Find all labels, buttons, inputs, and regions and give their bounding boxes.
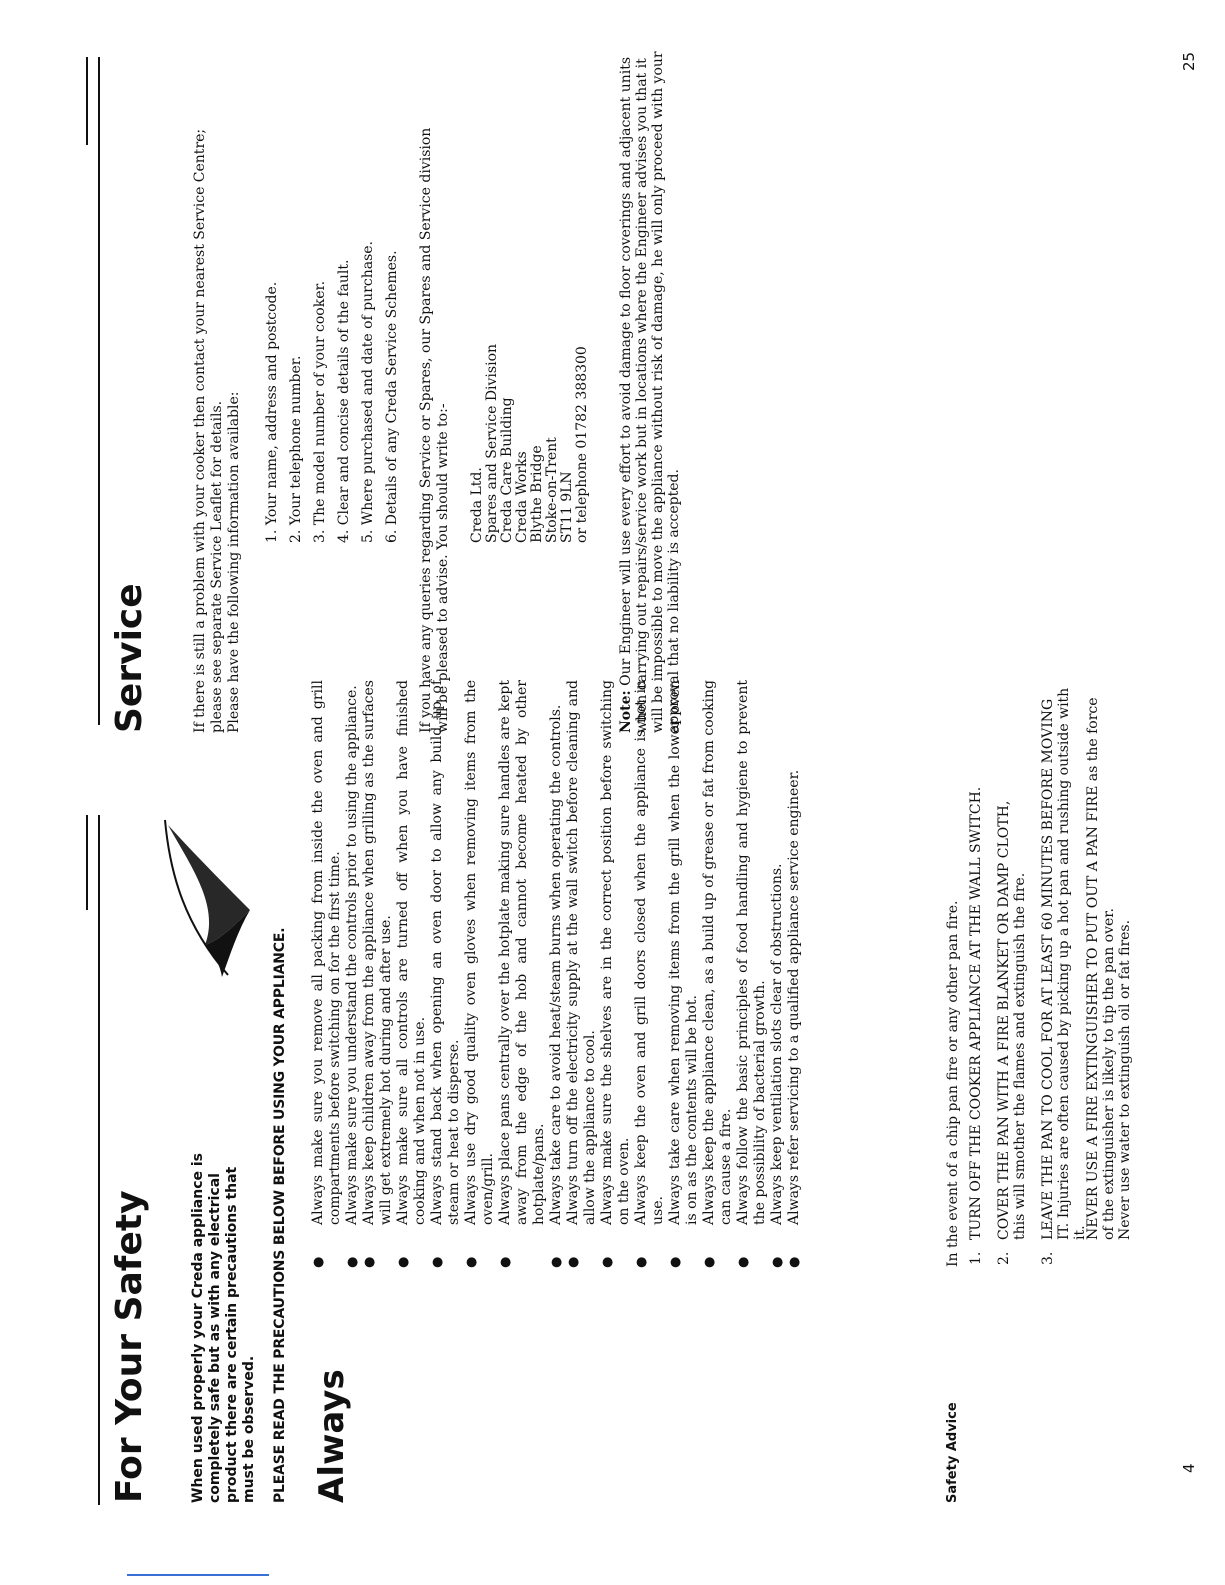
step-number: 1. [968, 1251, 984, 1265]
step-text: COVER THE PAN WITH A FIRE BLANKET OR DAMP CLOTH, [996, 800, 1012, 1240]
list-item: 6. Details of any Creda Service Schemes. [384, 250, 400, 543]
never-warning [1085, 680, 1133, 1240]
tick-mark-icon [160, 815, 255, 985]
address-line: Creda Ltd. [469, 467, 485, 543]
safety-advice-label: Safety Advice [945, 1402, 960, 1503]
step-text: TURN OFF THE COOKER APPLIANCE AT THE WALL SWITCH. [968, 786, 984, 1240]
list-item: 3. The model number of your cooker. [312, 280, 328, 543]
list-item: ● Always make sure the shelves are in the correct position before switching on the oven. [599, 680, 633, 1225]
page-title: For Your Safety [109, 1190, 150, 1503]
queries-line: will be pleased to advise. You should write to:- [435, 403, 451, 733]
list-item: ● Always keep children away from the appliance when grilling as the surfaces will get extremely hot during and after use. [361, 680, 395, 1225]
queries-text [418, 33, 452, 733]
address-line: or telephone 01782 388300 [574, 346, 590, 543]
list-item: ● Always make sure all controls are turned off when you have finished cooking and when not in use. [395, 680, 429, 1225]
service-address [470, 143, 590, 543]
never-tail: as the force of the extinguisher is likely to tip the pan over. [1085, 697, 1117, 1240]
list-item: 5. Where purchased and date of purchase. [360, 241, 376, 543]
read-precautions-note: PLEASE READ THE PRECAUTIONS BELOW BEFORE USING YOUR APPLIANCE. [272, 927, 288, 1503]
list-item: ● Always make sure you understand the controls prior to using the appliance. [344, 680, 361, 1225]
intro-line: please see separate Service Leaflet for details. [209, 400, 225, 733]
address-line: Creda Works [514, 451, 530, 543]
safety-intro: When used properly your Creda appliance is completely safe but as with any electrical product there are certain precautions that must be observed. [190, 1152, 257, 1503]
list-item: ● Always take care when removing items from the grill when the lower oven is on as the contents will be hot. [667, 680, 701, 1225]
safety-steps [968, 680, 1100, 1265]
note-text: Our Engineer will use every effort to avoid damage to floor coverings and adjacent units when carrying out repairs/service work but in locations where the Engineer advises you that it will be impossible to move the appliance without risk of damage, he will only proceed with your approval that no liability is accepted. [618, 51, 682, 733]
page-number-right: 25 [1180, 51, 1198, 71]
queries-line: If you have any queries regarding Service or Spares, our Spares and Service division [418, 127, 434, 733]
service-note [618, 33, 682, 733]
address-line: Blythe Bridge [529, 445, 545, 543]
title-rule-right-short [86, 57, 88, 145]
list-item: ● Always turn off the electricity supply at the wall switch before cleaning and allow the appliance to cool. [565, 680, 599, 1225]
list-item: ● Always keep the oven and grill doors closed when the appliance is not in use. [633, 680, 667, 1225]
list-item: ● Always keep the appliance clean, as a build up of grease or fat from cooking can cause a fire. [701, 680, 735, 1225]
list-item: ● Always use dry good quality oven gloves when removing items from the oven/grill. [463, 680, 497, 1225]
step-1 [968, 680, 984, 1265]
step-number: 2. [996, 1251, 1012, 1265]
list-item: ● Always follow the basic principles of food handling and hygiene to prevent the possibility of bacterial growth. [735, 680, 769, 1225]
title-rule-right [98, 57, 100, 725]
intro-line: Please have the following information available: [226, 391, 242, 733]
address-line: Creda Care Building [499, 397, 515, 543]
page-number-left: 4 [1180, 1463, 1198, 1473]
note-label: Note: [618, 690, 634, 733]
step-tail: this will smother the flames and extinguish the fire. [1012, 872, 1028, 1240]
list-item: ● Always keep ventilation slots clear of obstructions. [769, 680, 786, 1225]
list-item: 2. Your telephone number. [288, 355, 304, 543]
address-line: Spares and Service Division [484, 343, 500, 543]
never-water: Never use water to extinguish oil or fat fires. [1117, 919, 1133, 1240]
service-title: Service [109, 583, 150, 733]
step-3 [1040, 680, 1088, 1265]
address-line: Stoke-on-Trent [544, 437, 560, 543]
always-list [310, 680, 803, 1225]
step-text: LEAVE THE PAN TO COOL FOR AT LEAST 60 MINUTES BEFORE MOVING IT. [1040, 698, 1072, 1240]
step-2 [996, 680, 1028, 1265]
list-item: 1. Your name, address and postcode. [264, 281, 280, 543]
title-rule-left [98, 815, 100, 1505]
list-item: ● Always refer servicing to a qualified appliance service engineer. [786, 680, 803, 1225]
link-underline [127, 1574, 269, 1576]
step-number: 3. [1040, 1251, 1056, 1265]
never-caps: NEVER USE A FIRE EXTINGUISHER TO PUT OUT A PAN FIRE [1085, 785, 1101, 1240]
service-intro [192, 53, 243, 733]
info-list [260, 63, 404, 543]
step-tail: Injuries are often caused by picking up a hot pan and rushing outside with it. [1056, 687, 1088, 1240]
always-heading: Always [312, 1369, 352, 1503]
list-item: ● Always place pans centrally over the hotplate making sure handles are kept away from the edge of the hob and cannot become heated by other hotplate/pans. [497, 680, 548, 1225]
list-item: 4. Clear and concise details of the fault. [336, 259, 352, 543]
intro-line: If there is still a problem with your cooker then contact your nearest Service Centre; [192, 128, 208, 733]
safety-advice-intro: In the event of a chip pan fire or any other pan fire. [945, 900, 961, 1267]
list-item: ● Always stand back when opening an oven door to allow any build up of steam or heat to disperse. [429, 680, 463, 1225]
title-rule-left-short [86, 815, 88, 910]
address-line: ST11 9LN [559, 471, 575, 543]
list-item: ● Always take care to avoid heat/steam burns when operating the controls. [548, 680, 565, 1225]
list-item: ● Always make sure you remove all packing from inside the oven and grill compartments before switching on for the first time. [310, 680, 344, 1225]
